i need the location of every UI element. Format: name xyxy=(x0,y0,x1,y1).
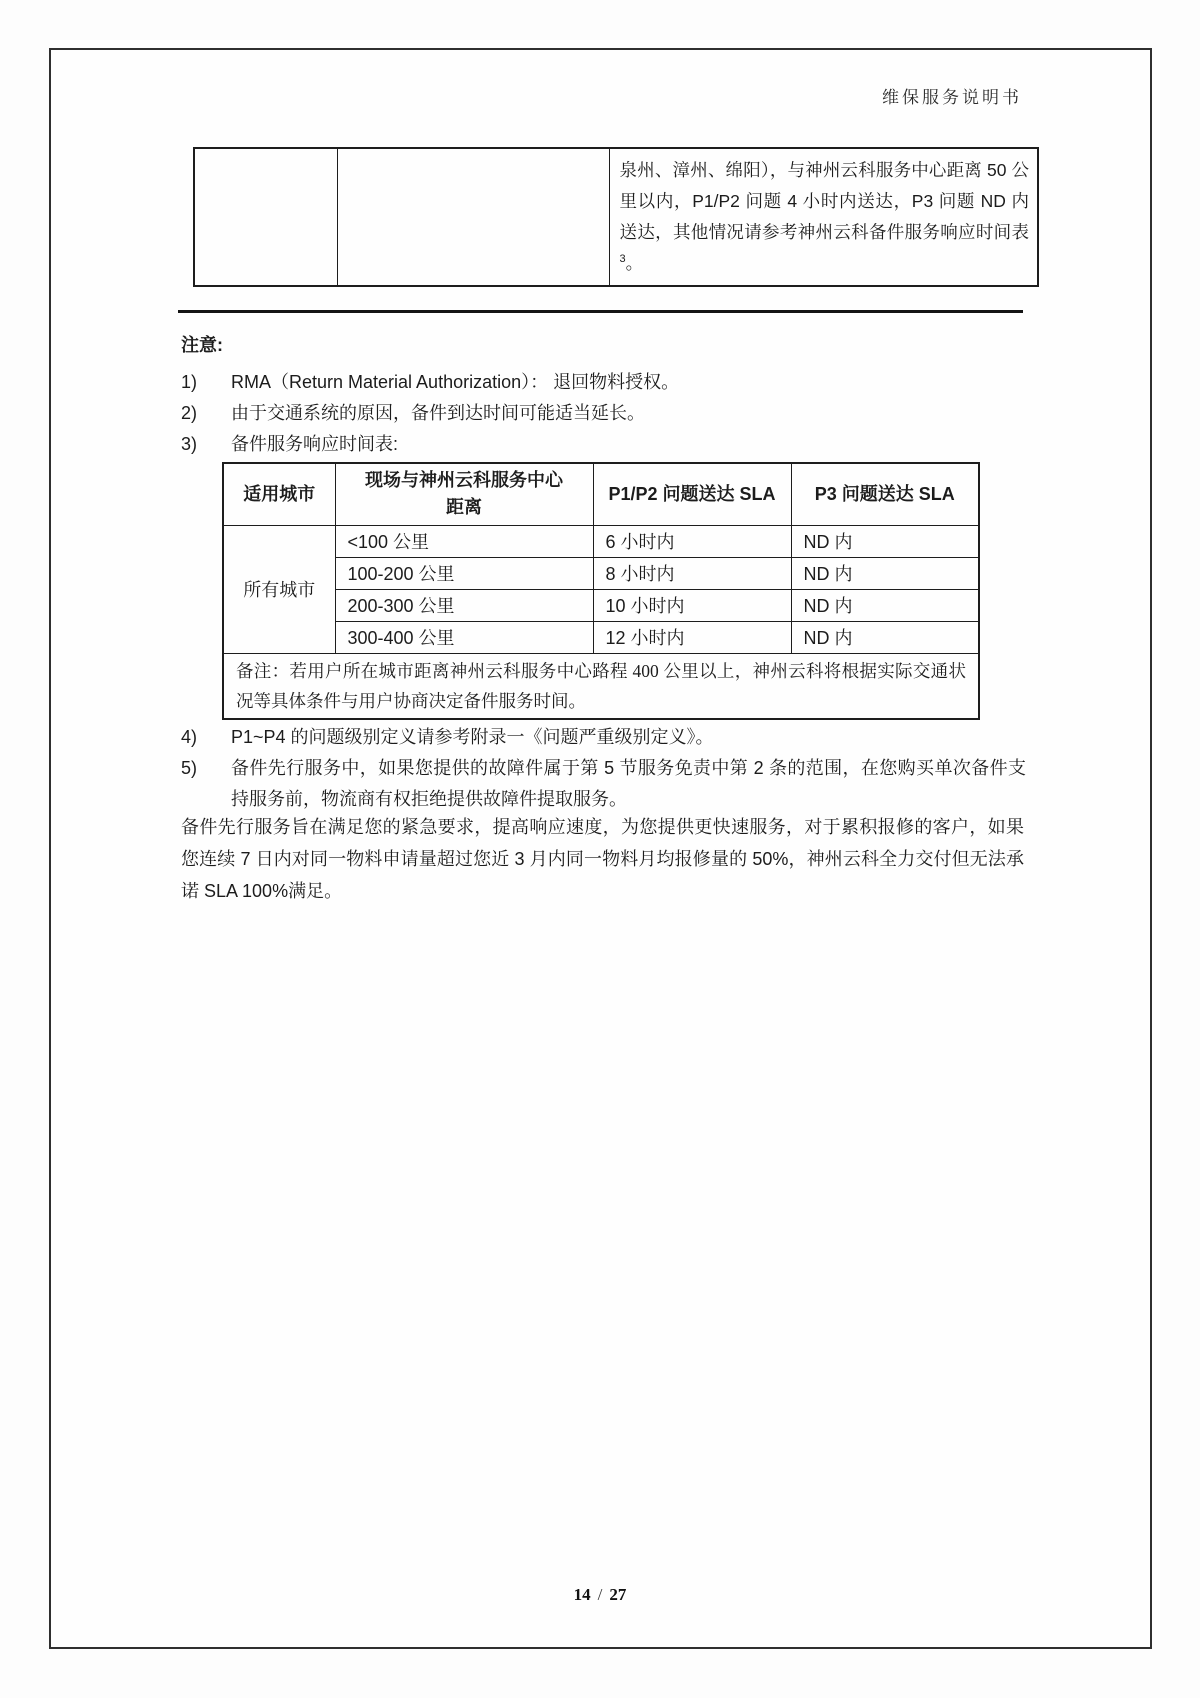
footer-page-number: 14 xyxy=(573,1585,591,1604)
sla-row-4 xyxy=(223,621,979,653)
note-item-number: 1) xyxy=(181,372,198,392)
note-item-text: 备件先行服务中，如果您提供的故障件属于第 5 节服务免责中第 2 条的范围，在您购买单次备件支持服务前，物流商有权拒绝提供故障件提取服务。 xyxy=(231,758,1026,809)
note-item-text: 备件服务响应时间表: xyxy=(231,434,399,454)
sla-distance-cell: 100-200 公里 xyxy=(335,557,593,589)
closing-paragraph: 备件先行服务旨在满足您的紧急要求，提高响应速度，为您提供更快速服务，对于累积报修的客户，如果您连续 7 日内对同一物料申请量超过您近 3 月内同一物料月均报修量的 50%，神州云科全力交付但无法承诺 SLA 100%满足。 xyxy=(181,817,1024,901)
note-item-3 xyxy=(181,429,1026,460)
note-item-number: 4) xyxy=(181,727,198,747)
sla-header-city: 适用城市 xyxy=(223,463,335,525)
note-item-5 xyxy=(181,753,1026,815)
sla-note-cell: 备注：若用户所在城市距离神州云科服务中心路程 400 公里以上，神州云科将根据实际交通状况等具体条件与用户协商决定备件服务时间。 xyxy=(223,653,979,719)
sla-header-p1p2 xyxy=(593,463,791,525)
sla-p3-cell: ND 内 xyxy=(791,525,979,557)
sla-p3-cell: ND 内 xyxy=(791,589,979,621)
sla-row-1 xyxy=(223,525,979,557)
note-item-text: 由于交通系统的原因，备件到达时间可能适当延长。 xyxy=(231,403,645,423)
sla-distance-cell: 200-300 公里 xyxy=(335,589,593,621)
table-end-rule xyxy=(178,310,1023,313)
sla-p3-cell: ND 内 xyxy=(791,557,979,589)
note-item-number: 5) xyxy=(181,758,198,778)
continuation-text: 泉州、漳州、绵阳），与神州云科服务中心距离 50 公里以内，P1/P2 问题 4 小时内送达，P3 问题 ND 内送达，其他情况请参考神州云科备件服务响应时间表 xyxy=(619,160,1029,242)
sla-row-2 xyxy=(223,557,979,589)
note-item-1 xyxy=(181,367,1026,398)
page-header-title: 维保服务说明书 xyxy=(882,88,1022,107)
sla-p1p2-cell: 6 小时内 xyxy=(593,525,791,557)
continuation-cell-empty-2 xyxy=(337,148,609,286)
continuation-table xyxy=(193,147,1039,287)
continuation-text-tail: 。 xyxy=(625,253,644,273)
sla-p1p2-cell: 10 小时内 xyxy=(593,589,791,621)
note-item-number: 3) xyxy=(181,434,198,454)
sla-row-3 xyxy=(223,589,979,621)
note-item-2 xyxy=(181,398,1026,429)
footer-total-pages: 27 xyxy=(609,1585,627,1604)
note-item-number: 2) xyxy=(181,403,198,423)
note-item-text: P1~P4 的问题级别定义请参考附录一《问题严重级别定义》。 xyxy=(231,727,714,747)
sla-note-row xyxy=(223,653,979,719)
sla-distance-cell: 300-400 公里 xyxy=(335,621,593,653)
sla-distance-cell: <100 公里 xyxy=(335,525,593,557)
sla-header-distance-text: 现场与神州云科服务中心距离 xyxy=(365,470,563,518)
sla-p1p2-cell: 8 小时内 xyxy=(593,557,791,589)
note-item-text: RMA（Return Material Authorization）： 退回物料授权。 xyxy=(231,372,680,392)
note-item-4 xyxy=(181,722,1026,753)
notes-heading: 注意: xyxy=(181,335,223,355)
footnote-ref-3: 3 xyxy=(619,253,626,266)
notes-list-bottom xyxy=(181,722,1026,815)
sla-header-p3: P3 问题送达 SLA xyxy=(791,463,979,525)
page-footer xyxy=(0,1585,1200,1605)
sla-header-row xyxy=(223,463,979,525)
sla-p1p2-cell: 12 小时内 xyxy=(593,621,791,653)
sla-p3-cell: ND 内 xyxy=(791,621,979,653)
continuation-cell-text xyxy=(609,148,1038,286)
sla-city-group: 所有城市 xyxy=(223,525,335,653)
sla-header-p1p2-text: P1/P2 问题送达 SLA xyxy=(608,483,776,504)
notes-list-top xyxy=(181,367,1026,460)
continuation-cell-empty-1 xyxy=(194,148,337,286)
continuation-table-row xyxy=(194,148,1038,286)
sla-header-distance xyxy=(335,463,593,525)
footer-separator: / xyxy=(597,1585,603,1604)
sla-response-table xyxy=(222,462,980,720)
